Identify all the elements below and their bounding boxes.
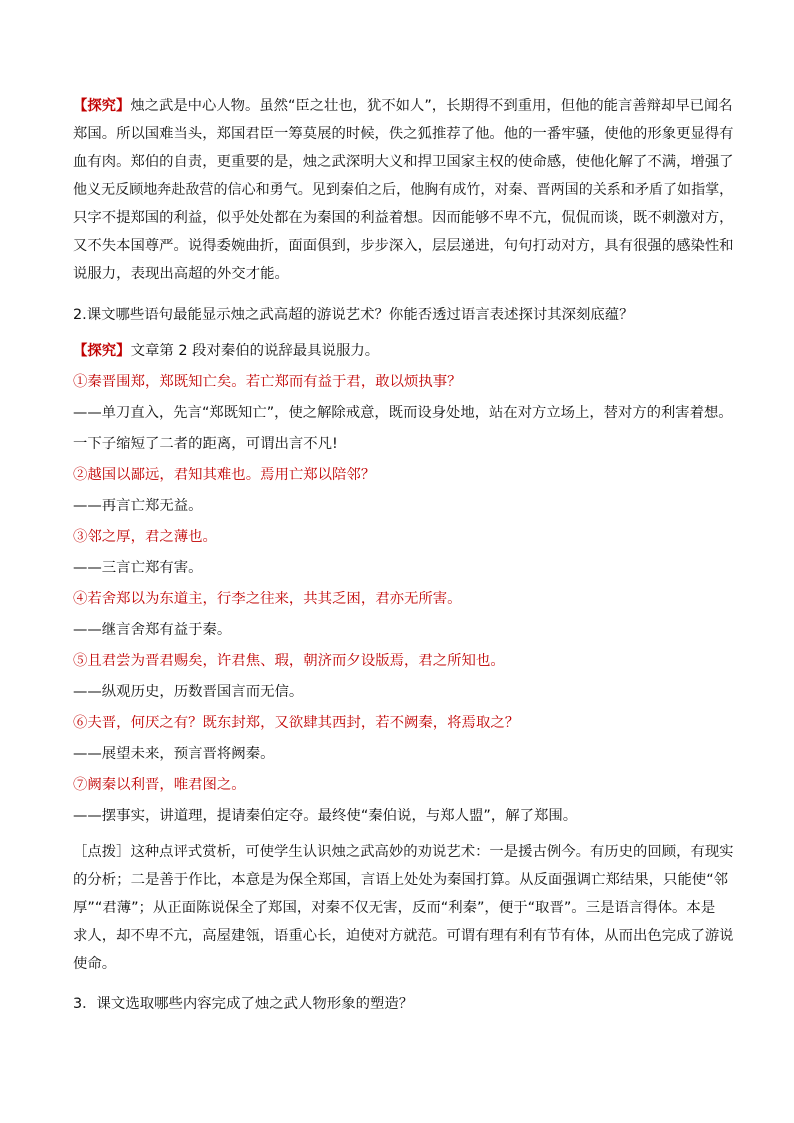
p1-line-2: 郑国。所以国难当头，郑国君臣一筹莫展的时候，佚之狐推荐了他。他的一番牢骚，使他的形象更显得有	[73, 126, 734, 142]
question-2: 2.课文哪些语句最能显示烛之武高超的游说艺术？你能否透过语言表述探讨其深刻底蕴？	[73, 307, 634, 323]
comment-4: ——继言舍郑有益于秦。	[73, 622, 232, 638]
question-3: 3．课文选取哪些内容完成了烛之武人物形象的塑造？	[73, 996, 414, 1012]
quote-7: ⑦阙秦以利晋，唯君图之。	[73, 777, 246, 793]
p3-line-3: 厚”“君薄”；从正面陈说保全了郑国，对秦不仅无害，反而“利秦”，便于“取晋”。三是语言得体。本是	[73, 900, 716, 916]
p3-line-4: 求人，却不卑不亢，高屋建瓴，语重心长，迫使对方就范。可谓有理有利有节有体，从而出色完成了游说	[73, 928, 734, 944]
quote-4: ④若舍郑以为东道主，行李之往来，共其乏困，君亦无所害。	[73, 591, 462, 607]
p1-line-3: 血有肉。郑伯的自责，更重要的是，烛之武深明大义和捍卫国家主权的使命感，使他化解了不满，增强了	[73, 154, 734, 170]
comment-1a: ——单刀直入，先言“郑既知亡”，使之解除戒意，既而设身处地，站在对方立场上，替对方的利害着想。	[73, 405, 733, 421]
comment-5: ——纵观历史，历数晋国言而无信。	[73, 684, 304, 700]
p2-line: 【探究】文章第 2 段对秦伯的说辞最具说服力。	[73, 343, 380, 359]
p1-line-1: 【探究】烛之武是中心人物。虽然“臣之壮也，犹不如人”，长期得不到重用，但他的能言善辩却早已闻名	[73, 98, 733, 114]
p3-line-1: ［点拨］这种点评式赏析，可使学生认识烛之武高妙的劝说艺术：一是援古例今。有历史的回顾，有现实	[73, 844, 734, 860]
comment-6: ——展望未来，预言晋将阙秦。	[73, 746, 275, 762]
quote-1: ①秦晋围郑，郑既知亡矣。若亡郑而有益于君，敢以烦执事？	[73, 374, 462, 390]
comment-1b: 一下子缩短了二者的距离，可谓出言不凡!	[73, 436, 338, 452]
p1-line-6: 又不失本国尊严。说得委婉曲折，面面俱到，步步深入，层层递进，句句打动对方，具有很强的感染性和	[73, 238, 734, 254]
quote-5: ⑤且君尝为晋君赐矣，许君焦、瑕，朝济而夕设版焉，君之所知也。	[73, 653, 505, 669]
quote-2: ②越国以鄙远，君知其难也。焉用亡郑以陪邻？	[73, 467, 376, 483]
p1-line-5: 只字不提郑国的利益，似乎处处都在为秦国的利益着想。因而能够不卑不亢，侃侃而谈，既不刺激对方，	[73, 210, 734, 226]
explore-tag: 【探究】	[73, 98, 131, 114]
p3-line-2: 的分析；二是善于作比，本意是为保全郑国，言语上处处为秦国打算。从反面强调亡郑结果，只能使“邻	[73, 872, 729, 888]
comment-2: ——再言亡郑无益。	[73, 498, 203, 514]
comment-7: ——摆事实，讲道理，提请秦伯定夺。最终使“秦伯说，与郑人盟”，解了郑围。	[73, 808, 578, 824]
quote-3: ③邻之厚，君之薄也。	[73, 529, 217, 545]
p3-line-5: 使命。	[73, 956, 117, 972]
quote-6: ⑥夫晋，何厌之有？既东封郑，又欲肆其西封，若不阙秦，将焉取之？	[73, 715, 520, 731]
p1-line-7: 说服力，表现出高超的外交才能。	[73, 266, 289, 282]
comment-3: ——三言亡郑有害。	[73, 560, 203, 576]
explore-tag: 【探究】	[73, 343, 131, 359]
p1-line-4: 他义无反顾地奔赴敌营的信心和勇气。见到秦伯之后，他胸有成竹，对秦、晋两国的关系和矛盾了如指掌，	[73, 182, 734, 198]
